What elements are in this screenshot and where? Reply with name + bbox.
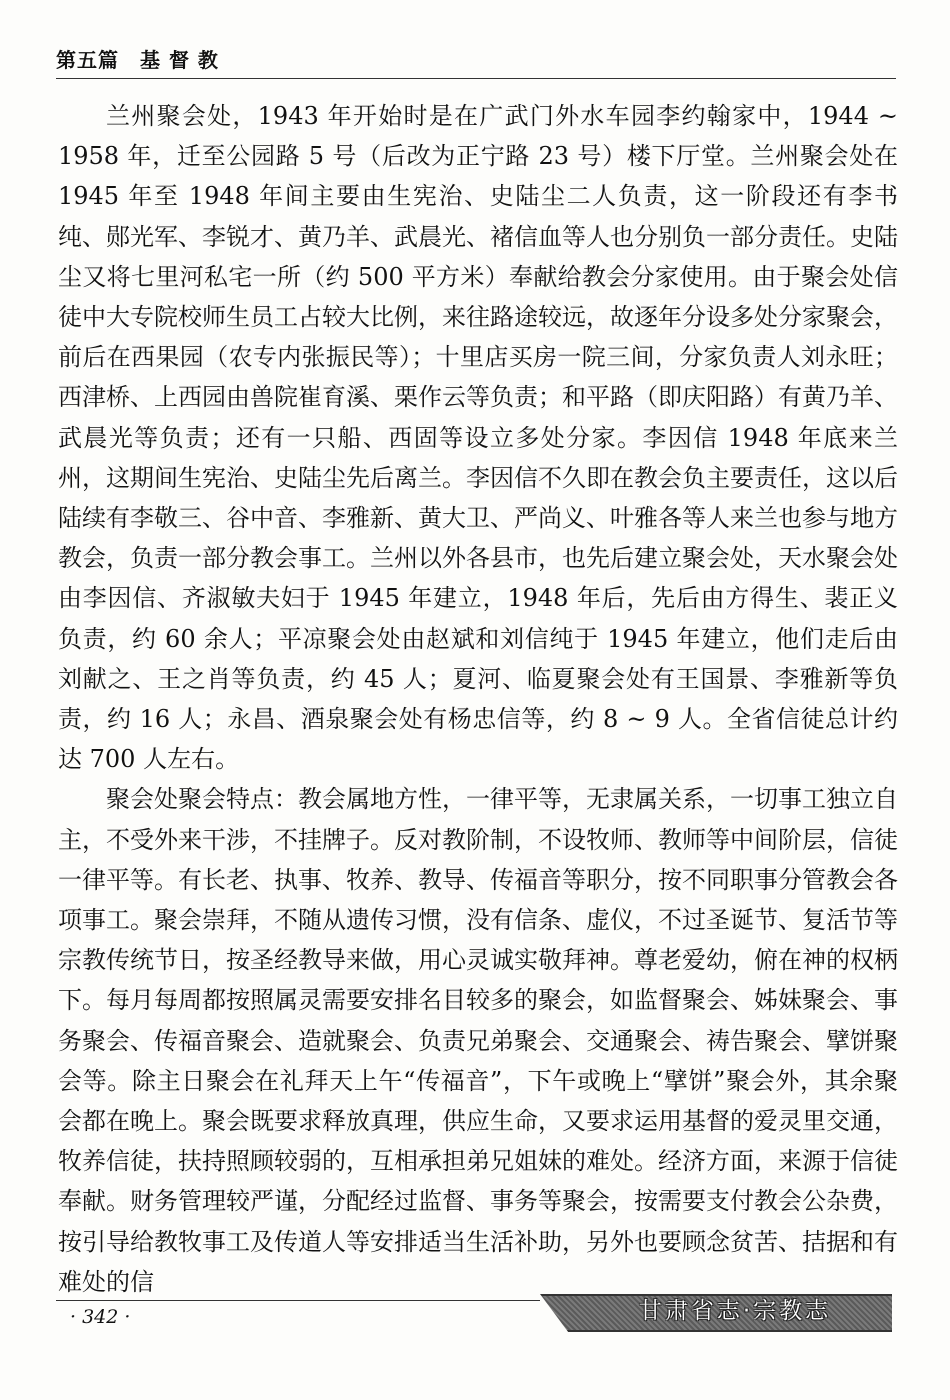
paragraph-lanzhou-assembly: 兰州聚会处，1943 年开始时是在广武门外水车园李约翰家中，1944 ~ 1958 年，迁至公园路 5 号（后改为正宁路 23 号）楼下厅堂。兰州聚会处在 1945 年至 1948 年间主要由生宪治、史陆尘二人负责，这一阶段还有李书纯、郧光军、李锐才、黄乃羊、武晨光、褚信血等人也分别负一部分责任。史陆尘又将七里河私宅一所（约 500 平方米）奉献给教会分家使用。由于聚会处信徒中大专院校师生员工占较大比例，来往路途较远，故逐年分设多处分家聚会，前后在西果园（农专内张振民等）；十里店买房一院三间，分家负责人刘永旺；西津桥、上西园由兽院崔育溪、栗作云等负责；和平路（即庆阳路）有黄乃羊、武晨光等负责；还有一只船、西固等设立多处分家。李因信 1948 年底来兰州，这期间生宪治、史陆尘先后离兰。李因信不久即在教会负主要责任，这以后陆续有李敬三、谷中音、李雅新、黄大卫、严尚义、叶雅各等人来兰也参与地方教会，负责一部分教会事工。兰州以外各县市，也先后建立聚会处，天水聚会处由李因信、齐淑敏夫妇于 1945 年建立，1948 年后，先后由方得生、裴正义负责，约 60 余人；平凉聚会处由赵斌和刘信纯于 1945 年建立，他们走后由刘献之、王之肖等负责，约 45 人；夏河、临夏聚会处有王国景、李雅新等负责，约 16 人；永昌、酒泉聚会处有杨忠信等，约 8 ~ 9 人。全省信徒总计约达 700 人左右。 (58, 102, 898, 774)
running-head: 第五篇 基 督 教 (56, 48, 219, 72)
page-number: · 342 · (70, 1306, 131, 1328)
paragraph-assembly-features: 聚会处聚会特点：教会属地方性，一律平等，无隶属关系，一切事工独立自主，不受外来干涉，不挂牌子。反对教阶制，不设牧师、教师等中间阶层，信徒一律平等。有长老、执事、牧养、教导、传福音等职分，按不同职事分管教会各项事工。聚会崇拜，不随从遗传习惯，没有信条、虚仪，不过圣诞节、复活节等宗教传统节日，按圣经教导来做，用心灵诚实敬拜神。尊老爱幼，俯在神的权柄下。每月每周都按照属灵需要安排名目较多的聚会，如监督聚会、姊妹聚会、事务聚会、传福音聚会、造就聚会、负责兄弟聚会、交通聚会、祷告聚会、擘饼聚会等。除主日聚会在礼拜天上午“传福音”，下午或晚上“擘饼”聚会外，其余聚会都在晚上。聚会既要求释放真理，供应生命，又要求运用基督的爱灵里交通，牧养信徒，扶持照顾较弱的，互相承担弟兄姐妹的难处。经济方面，来源于信徒奉献。财务管理较严谨，分配经过监督、事务等聚会，按需要支付教会公杂费，按引导给教牧事工及传道人等安排适当生活补助，另外也要顾念贫苦、拮据和有难处的信 (58, 785, 898, 1296)
footer-rule (56, 1300, 540, 1301)
book-title: 甘肃省志·宗教志 (638, 1298, 832, 1324)
body-text (58, 96, 898, 1302)
header-rule (56, 78, 896, 79)
